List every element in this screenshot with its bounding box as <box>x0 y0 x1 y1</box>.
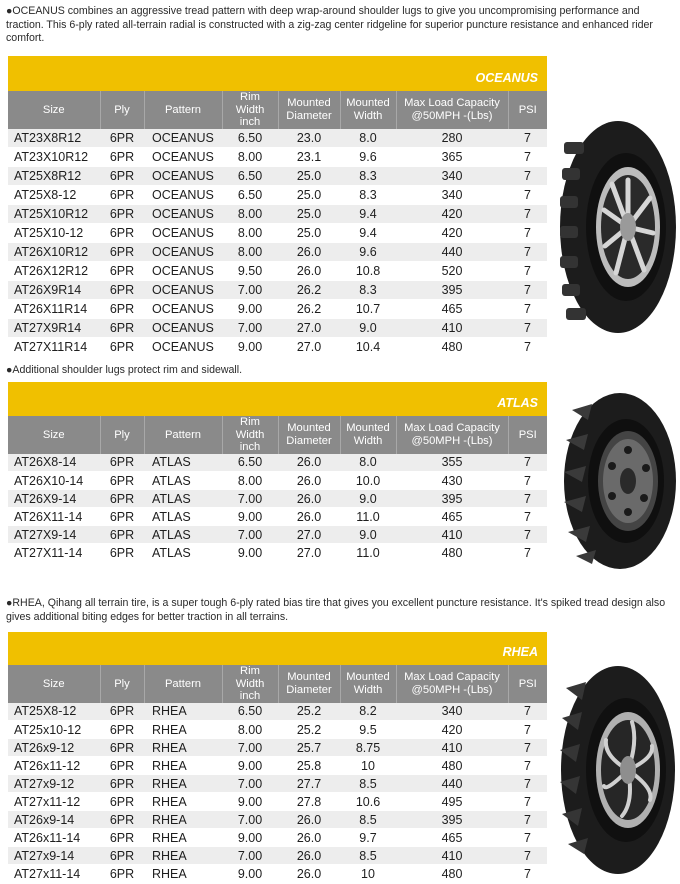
cell-mounted-diameter: 25.2 <box>278 703 340 721</box>
cell-mounted-diameter: 26.0 <box>278 262 340 281</box>
cell-max-load: 365 <box>396 148 508 167</box>
cell-mounted-diameter: 25.2 <box>278 721 340 739</box>
cell-ply: 6PR <box>100 775 144 793</box>
cell-pattern: RHEA <box>144 829 222 847</box>
cell-mounted-width: 8.0 <box>340 454 396 472</box>
cell-rim-width: 8.00 <box>222 721 278 739</box>
cell-pattern: RHEA <box>144 757 222 775</box>
cell-psi: 7 <box>508 148 547 167</box>
cell-ply: 6PR <box>100 243 144 262</box>
cell-size: AT25x10-12 <box>8 721 100 739</box>
cell-psi: 7 <box>508 847 547 865</box>
cell-mounted-diameter: 26.0 <box>278 865 340 883</box>
cell-mounted-width: 11.0 <box>340 544 396 562</box>
cell-size: AT26x11-14 <box>8 829 100 847</box>
cell-rim-width: 9.00 <box>222 757 278 775</box>
cell-rim-width: 6.50 <box>222 186 278 205</box>
cell-psi: 7 <box>508 757 547 775</box>
cell-psi: 7 <box>508 129 547 148</box>
cell-size: AT25X8R12 <box>8 167 100 186</box>
table-row <box>8 186 547 205</box>
cell-mounted-width: 8.0 <box>340 129 396 148</box>
cell-mounted-width: 9.6 <box>340 243 396 262</box>
cell-mounted-diameter: 25.0 <box>278 186 340 205</box>
cell-mounted-width: 10.7 <box>340 300 396 319</box>
cell-psi: 7 <box>508 703 547 721</box>
table-row <box>8 205 547 224</box>
cell-psi: 7 <box>508 167 547 186</box>
table-row <box>8 775 547 793</box>
cell-ply: 6PR <box>100 526 144 544</box>
cell-size: AT26x9-14 <box>8 811 100 829</box>
column-header-ply: Ply <box>100 416 144 454</box>
table-row <box>8 811 547 829</box>
cell-mounted-diameter: 27.0 <box>278 544 340 562</box>
cell-psi: 7 <box>508 338 547 357</box>
cell-ply: 6PR <box>100 205 144 224</box>
oceanus-spec-table <box>8 91 547 357</box>
cell-rim-width: 8.00 <box>222 148 278 167</box>
column-header-mounted-diameter: Mounted Diameter <box>278 665 340 703</box>
cell-pattern: OCEANUS <box>144 186 222 205</box>
cell-pattern: ATLAS <box>144 544 222 562</box>
column-header-pattern: Pattern <box>144 91 222 129</box>
cell-max-load: 395 <box>396 490 508 508</box>
cell-ply: 6PR <box>100 262 144 281</box>
cell-size: AT26x11-12 <box>8 757 100 775</box>
cell-pattern: RHEA <box>144 811 222 829</box>
cell-size: AT25X10R12 <box>8 205 100 224</box>
rhea-spec-table <box>8 665 547 883</box>
cell-pattern: RHEA <box>144 847 222 865</box>
cell-size: AT26X9-14 <box>8 490 100 508</box>
column-header-psi: PSI <box>508 665 547 703</box>
cell-psi: 7 <box>508 829 547 847</box>
cell-mounted-width: 8.2 <box>340 703 396 721</box>
cell-mounted-diameter: 25.0 <box>278 205 340 224</box>
cell-max-load: 480 <box>396 544 508 562</box>
table-row <box>8 281 547 300</box>
cell-max-load: 440 <box>396 775 508 793</box>
cell-size: AT25X10-12 <box>8 224 100 243</box>
atlas-banner-title: ATLAS <box>497 396 538 410</box>
column-header-pattern: Pattern <box>144 416 222 454</box>
cell-mounted-diameter: 27.0 <box>278 319 340 338</box>
cell-mounted-diameter: 26.0 <box>278 508 340 526</box>
cell-ply: 6PR <box>100 167 144 186</box>
cell-size: AT23X10R12 <box>8 148 100 167</box>
cell-ply: 6PR <box>100 319 144 338</box>
column-header-rim-width: Rim Width inch <box>222 665 278 703</box>
cell-rim-width: 8.00 <box>222 224 278 243</box>
atlas-tire-image <box>562 390 678 572</box>
cell-pattern: OCEANUS <box>144 167 222 186</box>
cell-max-load: 410 <box>396 847 508 865</box>
cell-rim-width: 9.00 <box>222 300 278 319</box>
cell-max-load: 340 <box>396 703 508 721</box>
cell-max-load: 410 <box>396 319 508 338</box>
cell-mounted-diameter: 26.0 <box>278 811 340 829</box>
cell-psi: 7 <box>508 865 547 883</box>
oceanus-tire-image <box>558 118 678 336</box>
cell-psi: 7 <box>508 544 547 562</box>
cell-mounted-width: 8.5 <box>340 847 396 865</box>
cell-ply: 6PR <box>100 739 144 757</box>
cell-max-load: 410 <box>396 739 508 757</box>
cell-max-load: 520 <box>396 262 508 281</box>
cell-mounted-width: 8.3 <box>340 186 396 205</box>
atlas-spec-table <box>8 416 547 562</box>
cell-ply: 6PR <box>100 300 144 319</box>
table-row <box>8 224 547 243</box>
column-header-mounted-diameter: Mounted Diameter <box>278 91 340 129</box>
table-row <box>8 739 547 757</box>
cell-ply: 6PR <box>100 865 144 883</box>
cell-psi: 7 <box>508 721 547 739</box>
cell-pattern: OCEANUS <box>144 338 222 357</box>
cell-mounted-diameter: 26.0 <box>278 454 340 472</box>
cell-mounted-width: 8.5 <box>340 811 396 829</box>
cell-psi: 7 <box>508 811 547 829</box>
cell-rim-width: 6.50 <box>222 703 278 721</box>
column-header-rim-width: Rim Width inch <box>222 416 278 454</box>
cell-psi: 7 <box>508 205 547 224</box>
cell-rim-width: 7.00 <box>222 847 278 865</box>
table-row <box>8 508 547 526</box>
cell-pattern: OCEANUS <box>144 319 222 338</box>
cell-mounted-width: 10.0 <box>340 472 396 490</box>
cell-ply: 6PR <box>100 847 144 865</box>
cell-mounted-diameter: 25.0 <box>278 167 340 186</box>
cell-rim-width: 8.00 <box>222 205 278 224</box>
cell-ply: 6PR <box>100 224 144 243</box>
cell-size: AT27X9R14 <box>8 319 100 338</box>
cell-rim-width: 7.00 <box>222 490 278 508</box>
column-header-psi: PSI <box>508 91 547 129</box>
rhea-banner <box>8 632 547 665</box>
column-header-size: Size <box>8 91 100 129</box>
cell-pattern: OCEANUS <box>144 129 222 148</box>
cell-rim-width: 7.00 <box>222 526 278 544</box>
cell-pattern: OCEANUS <box>144 224 222 243</box>
table-row <box>8 148 547 167</box>
cell-ply: 6PR <box>100 544 144 562</box>
table-row <box>8 847 547 865</box>
column-header-mounted-width: Mounted Width <box>340 665 396 703</box>
column-header-size: Size <box>8 665 100 703</box>
rhea-description: ●RHEA, Qihang all terrain tire, is a super tough 6-ply rated bias tire that gives you excellent puncture resistance. It's spiked tread design also gives additional biting edges for better traction in all terrains. <box>6 597 666 623</box>
column-header-pattern: Pattern <box>144 665 222 703</box>
table-row <box>8 757 547 775</box>
cell-rim-width: 8.00 <box>222 472 278 490</box>
cell-psi: 7 <box>508 186 547 205</box>
cell-pattern: OCEANUS <box>144 148 222 167</box>
cell-mounted-width: 10.6 <box>340 793 396 811</box>
cell-mounted-diameter: 26.0 <box>278 490 340 508</box>
column-header-max-load: Max Load Capacity @50MPH -(Lbs) <box>396 416 508 454</box>
cell-mounted-width: 10.4 <box>340 338 396 357</box>
column-header-mounted-width: Mounted Width <box>340 91 396 129</box>
cell-max-load: 480 <box>396 757 508 775</box>
cell-rim-width: 7.00 <box>222 319 278 338</box>
table-row <box>8 526 547 544</box>
cell-rim-width: 8.00 <box>222 243 278 262</box>
cell-max-load: 340 <box>396 167 508 186</box>
table-header-row <box>8 91 547 129</box>
cell-max-load: 395 <box>396 811 508 829</box>
cell-pattern: RHEA <box>144 793 222 811</box>
cell-psi: 7 <box>508 775 547 793</box>
table-row <box>8 703 547 721</box>
cell-rim-width: 7.00 <box>222 811 278 829</box>
cell-pattern: RHEA <box>144 703 222 721</box>
cell-mounted-diameter: 27.7 <box>278 775 340 793</box>
cell-ply: 6PR <box>100 757 144 775</box>
cell-pattern: RHEA <box>144 739 222 757</box>
cell-mounted-diameter: 27.0 <box>278 526 340 544</box>
cell-rim-width: 9.00 <box>222 544 278 562</box>
cell-pattern: OCEANUS <box>144 281 222 300</box>
table-row <box>8 300 547 319</box>
cell-max-load: 410 <box>396 526 508 544</box>
table-row <box>8 865 547 883</box>
table-row <box>8 829 547 847</box>
column-header-ply: Ply <box>100 91 144 129</box>
cell-ply: 6PR <box>100 186 144 205</box>
cell-rim-width: 6.50 <box>222 454 278 472</box>
table-row <box>8 544 547 562</box>
cell-ply: 6PR <box>100 793 144 811</box>
cell-rim-width: 7.00 <box>222 281 278 300</box>
cell-mounted-diameter: 26.0 <box>278 472 340 490</box>
cell-mounted-diameter: 25.7 <box>278 739 340 757</box>
cell-rim-width: 9.00 <box>222 338 278 357</box>
cell-psi: 7 <box>508 224 547 243</box>
cell-size: AT27X11-14 <box>8 544 100 562</box>
cell-psi: 7 <box>508 490 547 508</box>
cell-max-load: 430 <box>396 472 508 490</box>
cell-rim-width: 9.50 <box>222 262 278 281</box>
cell-mounted-width: 9.5 <box>340 721 396 739</box>
cell-mounted-width: 9.4 <box>340 224 396 243</box>
cell-ply: 6PR <box>100 472 144 490</box>
cell-mounted-diameter: 23.0 <box>278 129 340 148</box>
cell-ply: 6PR <box>100 490 144 508</box>
cell-ply: 6PR <box>100 811 144 829</box>
cell-mounted-diameter: 25.0 <box>278 224 340 243</box>
cell-size: AT26X9R14 <box>8 281 100 300</box>
cell-size: AT26X11-14 <box>8 508 100 526</box>
cell-size: AT25X8-12 <box>8 186 100 205</box>
cell-pattern: RHEA <box>144 775 222 793</box>
cell-mounted-width: 9.4 <box>340 205 396 224</box>
cell-pattern: ATLAS <box>144 490 222 508</box>
table-row <box>8 793 547 811</box>
cell-size: AT26x9-12 <box>8 739 100 757</box>
column-header-max-load: Max Load Capacity @50MPH -(Lbs) <box>396 665 508 703</box>
cell-psi: 7 <box>508 508 547 526</box>
cell-max-load: 420 <box>396 721 508 739</box>
cell-size: AT26X8-14 <box>8 454 100 472</box>
cell-ply: 6PR <box>100 281 144 300</box>
cell-size: AT27x11-14 <box>8 865 100 883</box>
column-header-max-load: Max Load Capacity @50MPH -(Lbs) <box>396 91 508 129</box>
table-row <box>8 472 547 490</box>
table-row <box>8 129 547 148</box>
cell-mounted-width: 9.6 <box>340 148 396 167</box>
cell-size: AT27X9-14 <box>8 526 100 544</box>
cell-rim-width: 7.00 <box>222 775 278 793</box>
cell-psi: 7 <box>508 793 547 811</box>
table-row <box>8 243 547 262</box>
cell-mounted-diameter: 26.0 <box>278 243 340 262</box>
atlas-description: ●Additional shoulder lugs protect rim and sidewall. <box>6 364 243 376</box>
cell-mounted-diameter: 27.8 <box>278 793 340 811</box>
cell-mounted-diameter: 23.1 <box>278 148 340 167</box>
cell-max-load: 355 <box>396 454 508 472</box>
oceanus-banner-title: OCEANUS <box>475 71 538 85</box>
cell-mounted-width: 9.0 <box>340 490 396 508</box>
oceanus-banner <box>8 56 547 91</box>
cell-ply: 6PR <box>100 148 144 167</box>
table-row <box>8 490 547 508</box>
table-row <box>8 167 547 186</box>
cell-psi: 7 <box>508 300 547 319</box>
cell-mounted-width: 8.5 <box>340 775 396 793</box>
cell-pattern: ATLAS <box>144 472 222 490</box>
cell-max-load: 465 <box>396 300 508 319</box>
cell-rim-width: 6.50 <box>222 129 278 148</box>
column-header-mounted-diameter: Mounted Diameter <box>278 416 340 454</box>
cell-max-load: 395 <box>396 281 508 300</box>
cell-ply: 6PR <box>100 508 144 526</box>
rhea-tire-image <box>558 662 678 878</box>
oceanus-description: ●OCEANUS combines an aggressive tread pattern with deep wrap-around shoulder lugs to give you uncompromising performance and traction. This 6-ply rated all-terrain radial is constructed with a zig-zag center ridgeline for superior puncture resistance and enhanced rider comfort. <box>6 5 653 44</box>
column-header-psi: PSI <box>508 416 547 454</box>
cell-psi: 7 <box>508 281 547 300</box>
cell-rim-width: 6.50 <box>222 167 278 186</box>
cell-size: AT26X10R12 <box>8 243 100 262</box>
column-header-mounted-width: Mounted Width <box>340 416 396 454</box>
cell-psi: 7 <box>508 454 547 472</box>
table-row <box>8 338 547 357</box>
cell-ply: 6PR <box>100 721 144 739</box>
cell-ply: 6PR <box>100 129 144 148</box>
cell-pattern: ATLAS <box>144 454 222 472</box>
cell-size: AT23X8R12 <box>8 129 100 148</box>
table-row <box>8 319 547 338</box>
cell-max-load: 495 <box>396 793 508 811</box>
cell-size: AT27x9-12 <box>8 775 100 793</box>
cell-pattern: ATLAS <box>144 508 222 526</box>
cell-mounted-width: 8.3 <box>340 281 396 300</box>
cell-mounted-diameter: 26.0 <box>278 847 340 865</box>
cell-pattern: RHEA <box>144 865 222 883</box>
rhea-banner-title: RHEA <box>502 645 538 659</box>
column-header-size: Size <box>8 416 100 454</box>
cell-psi: 7 <box>508 526 547 544</box>
cell-pattern: ATLAS <box>144 526 222 544</box>
cell-mounted-width: 8.3 <box>340 167 396 186</box>
cell-max-load: 480 <box>396 865 508 883</box>
cell-max-load: 280 <box>396 129 508 148</box>
cell-max-load: 340 <box>396 186 508 205</box>
cell-max-load: 420 <box>396 224 508 243</box>
cell-pattern: OCEANUS <box>144 205 222 224</box>
cell-size: AT26X11R14 <box>8 300 100 319</box>
table-header-row <box>8 665 547 703</box>
cell-mounted-width: 10 <box>340 865 396 883</box>
cell-psi: 7 <box>508 262 547 281</box>
cell-size: AT26X10-14 <box>8 472 100 490</box>
cell-rim-width: 9.00 <box>222 865 278 883</box>
cell-psi: 7 <box>508 243 547 262</box>
cell-rim-width: 9.00 <box>222 829 278 847</box>
cell-mounted-diameter: 27.0 <box>278 338 340 357</box>
table-header-row <box>8 416 547 454</box>
cell-max-load: 420 <box>396 205 508 224</box>
table-row <box>8 454 547 472</box>
cell-psi: 7 <box>508 319 547 338</box>
column-header-ply: Ply <box>100 665 144 703</box>
table-row <box>8 721 547 739</box>
cell-ply: 6PR <box>100 703 144 721</box>
cell-size: AT26X12R12 <box>8 262 100 281</box>
cell-ply: 6PR <box>100 829 144 847</box>
cell-psi: 7 <box>508 739 547 757</box>
cell-max-load: 440 <box>396 243 508 262</box>
cell-mounted-diameter: 26.2 <box>278 300 340 319</box>
cell-max-load: 465 <box>396 829 508 847</box>
cell-rim-width: 9.00 <box>222 793 278 811</box>
atlas-banner <box>8 382 547 416</box>
column-header-rim-width: Rim Width inch <box>222 91 278 129</box>
cell-size: AT27x11-12 <box>8 793 100 811</box>
cell-mounted-diameter: 25.8 <box>278 757 340 775</box>
cell-mounted-diameter: 26.2 <box>278 281 340 300</box>
cell-size: AT25X8-12 <box>8 703 100 721</box>
cell-mounted-diameter: 26.0 <box>278 829 340 847</box>
cell-mounted-width: 9.0 <box>340 319 396 338</box>
cell-rim-width: 7.00 <box>222 739 278 757</box>
cell-rim-width: 9.00 <box>222 508 278 526</box>
cell-psi: 7 <box>508 472 547 490</box>
table-row <box>8 262 547 281</box>
cell-pattern: OCEANUS <box>144 243 222 262</box>
cell-ply: 6PR <box>100 338 144 357</box>
cell-mounted-width: 8.75 <box>340 739 396 757</box>
cell-size: AT27x9-14 <box>8 847 100 865</box>
cell-mounted-width: 10.8 <box>340 262 396 281</box>
cell-mounted-width: 9.7 <box>340 829 396 847</box>
cell-mounted-width: 11.0 <box>340 508 396 526</box>
cell-mounted-width: 9.0 <box>340 526 396 544</box>
cell-mounted-width: 10 <box>340 757 396 775</box>
cell-size: AT27X11R14 <box>8 338 100 357</box>
cell-max-load: 465 <box>396 508 508 526</box>
cell-pattern: OCEANUS <box>144 262 222 281</box>
cell-max-load: 480 <box>396 338 508 357</box>
cell-ply: 6PR <box>100 454 144 472</box>
cell-pattern: RHEA <box>144 721 222 739</box>
cell-pattern: OCEANUS <box>144 300 222 319</box>
